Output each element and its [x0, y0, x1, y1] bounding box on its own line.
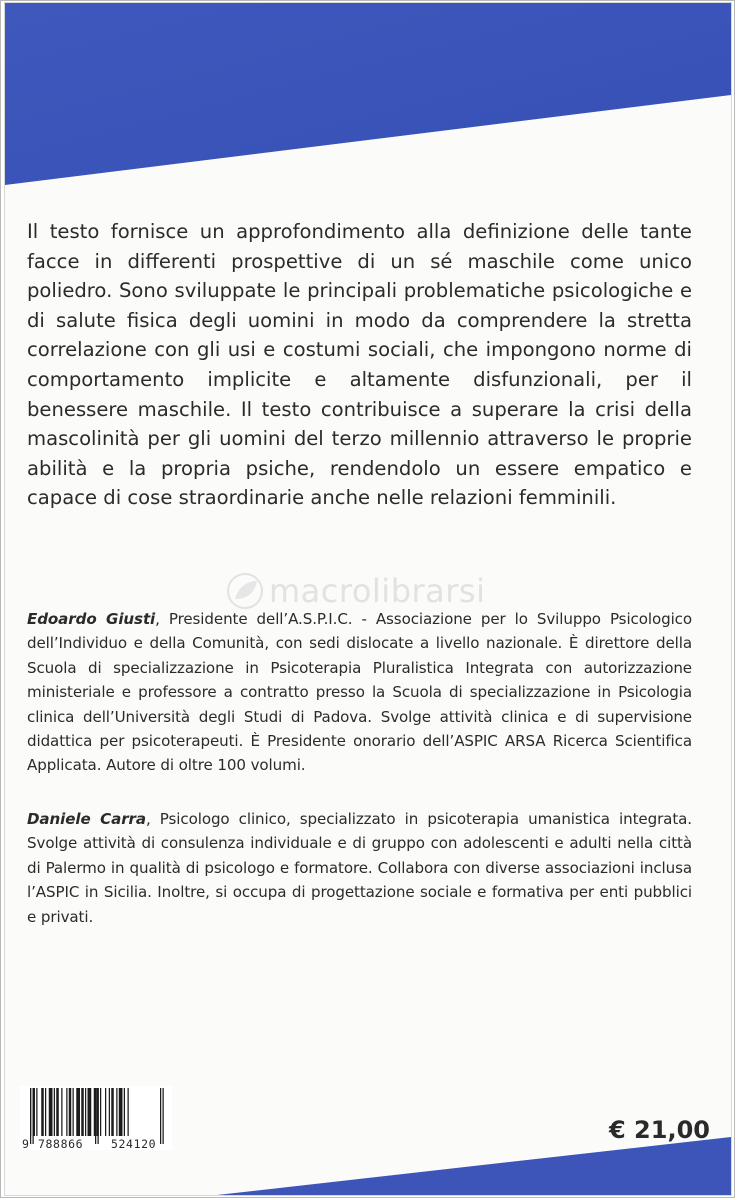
barcode-digits-right: 524120 — [111, 1137, 157, 1151]
watermark-text: macrolibrarsi — [269, 572, 486, 610]
author-name-2: Daniele Carra — [27, 810, 146, 828]
barcode-digits-left: 788866 — [38, 1137, 84, 1151]
author-bio-2 — [27, 807, 692, 929]
price-label: € 21,00 — [609, 1116, 710, 1144]
author-bio-text-2: , Psicologo clinico, specializzato in psicoterapia umanistica integrata. Svolge attività di consulenza individuale e di gruppo con adolescenti e adulti nella città di Palermo in qualità di psicologo e formatore. Collabora con diverse associazioni inclusa l’ASPIC in Sicilia. Inoltre, si occupa di progettazione sociale e formativa per enti pubblici e privati. — [27, 810, 692, 926]
watermark-logo — [225, 571, 485, 611]
leaf-icon — [225, 571, 265, 611]
barcode-digit-first: 9 — [22, 1137, 30, 1151]
synopsis-text: Il testo fornisce un approfondimento alla definizione delle tante facce in differenti prospettive di un sé maschile come unico poliedro. Sono sviluppate le principali problematiche psicologiche e di salute fisica degli uomini in modo da comprendere la stretta correlazione con gli usi e costumi sociali, che impongono norme di comportamento implicite e altamente disfunzionali, per il benessere maschile. Il testo contribuisce a superare la crisi della mascolinità per gli uomini del terzo millennio attraverso le proprie abilità e la propria psiche, rendendolo un essere empatico e capace di cose straordinarie anche nelle relazioni femminili. — [27, 220, 692, 510]
bottom-blue-band — [217, 1137, 731, 1195]
author-bio-1 — [27, 607, 692, 778]
book-back-cover — [5, 3, 731, 1195]
author-bio-text-1: , Presidente dell’A.S.P.I.C. - Associazione per lo Sviluppo Psicologico dell’Individuo e della Comunità, con sedi dislocate a livello nazionale. È direttore della Scuola di specializzazione in Psicoterapia Pluralistica Integrata con autorizzazione ministeriale e professore a contratto presso la Scuola di specializzazione in Psicologia clinica dell’Università degli Studi di Padova. Svolge attività clinica e di supervisione didattica per psicoterapeuti. È Presidente onorario dell’ASPIC ARSA Ricerca Scientifica Applicata. Autore di oltre 100 volumi. — [27, 610, 693, 775]
author-name-1: Edoardo Giusti — [27, 610, 156, 628]
